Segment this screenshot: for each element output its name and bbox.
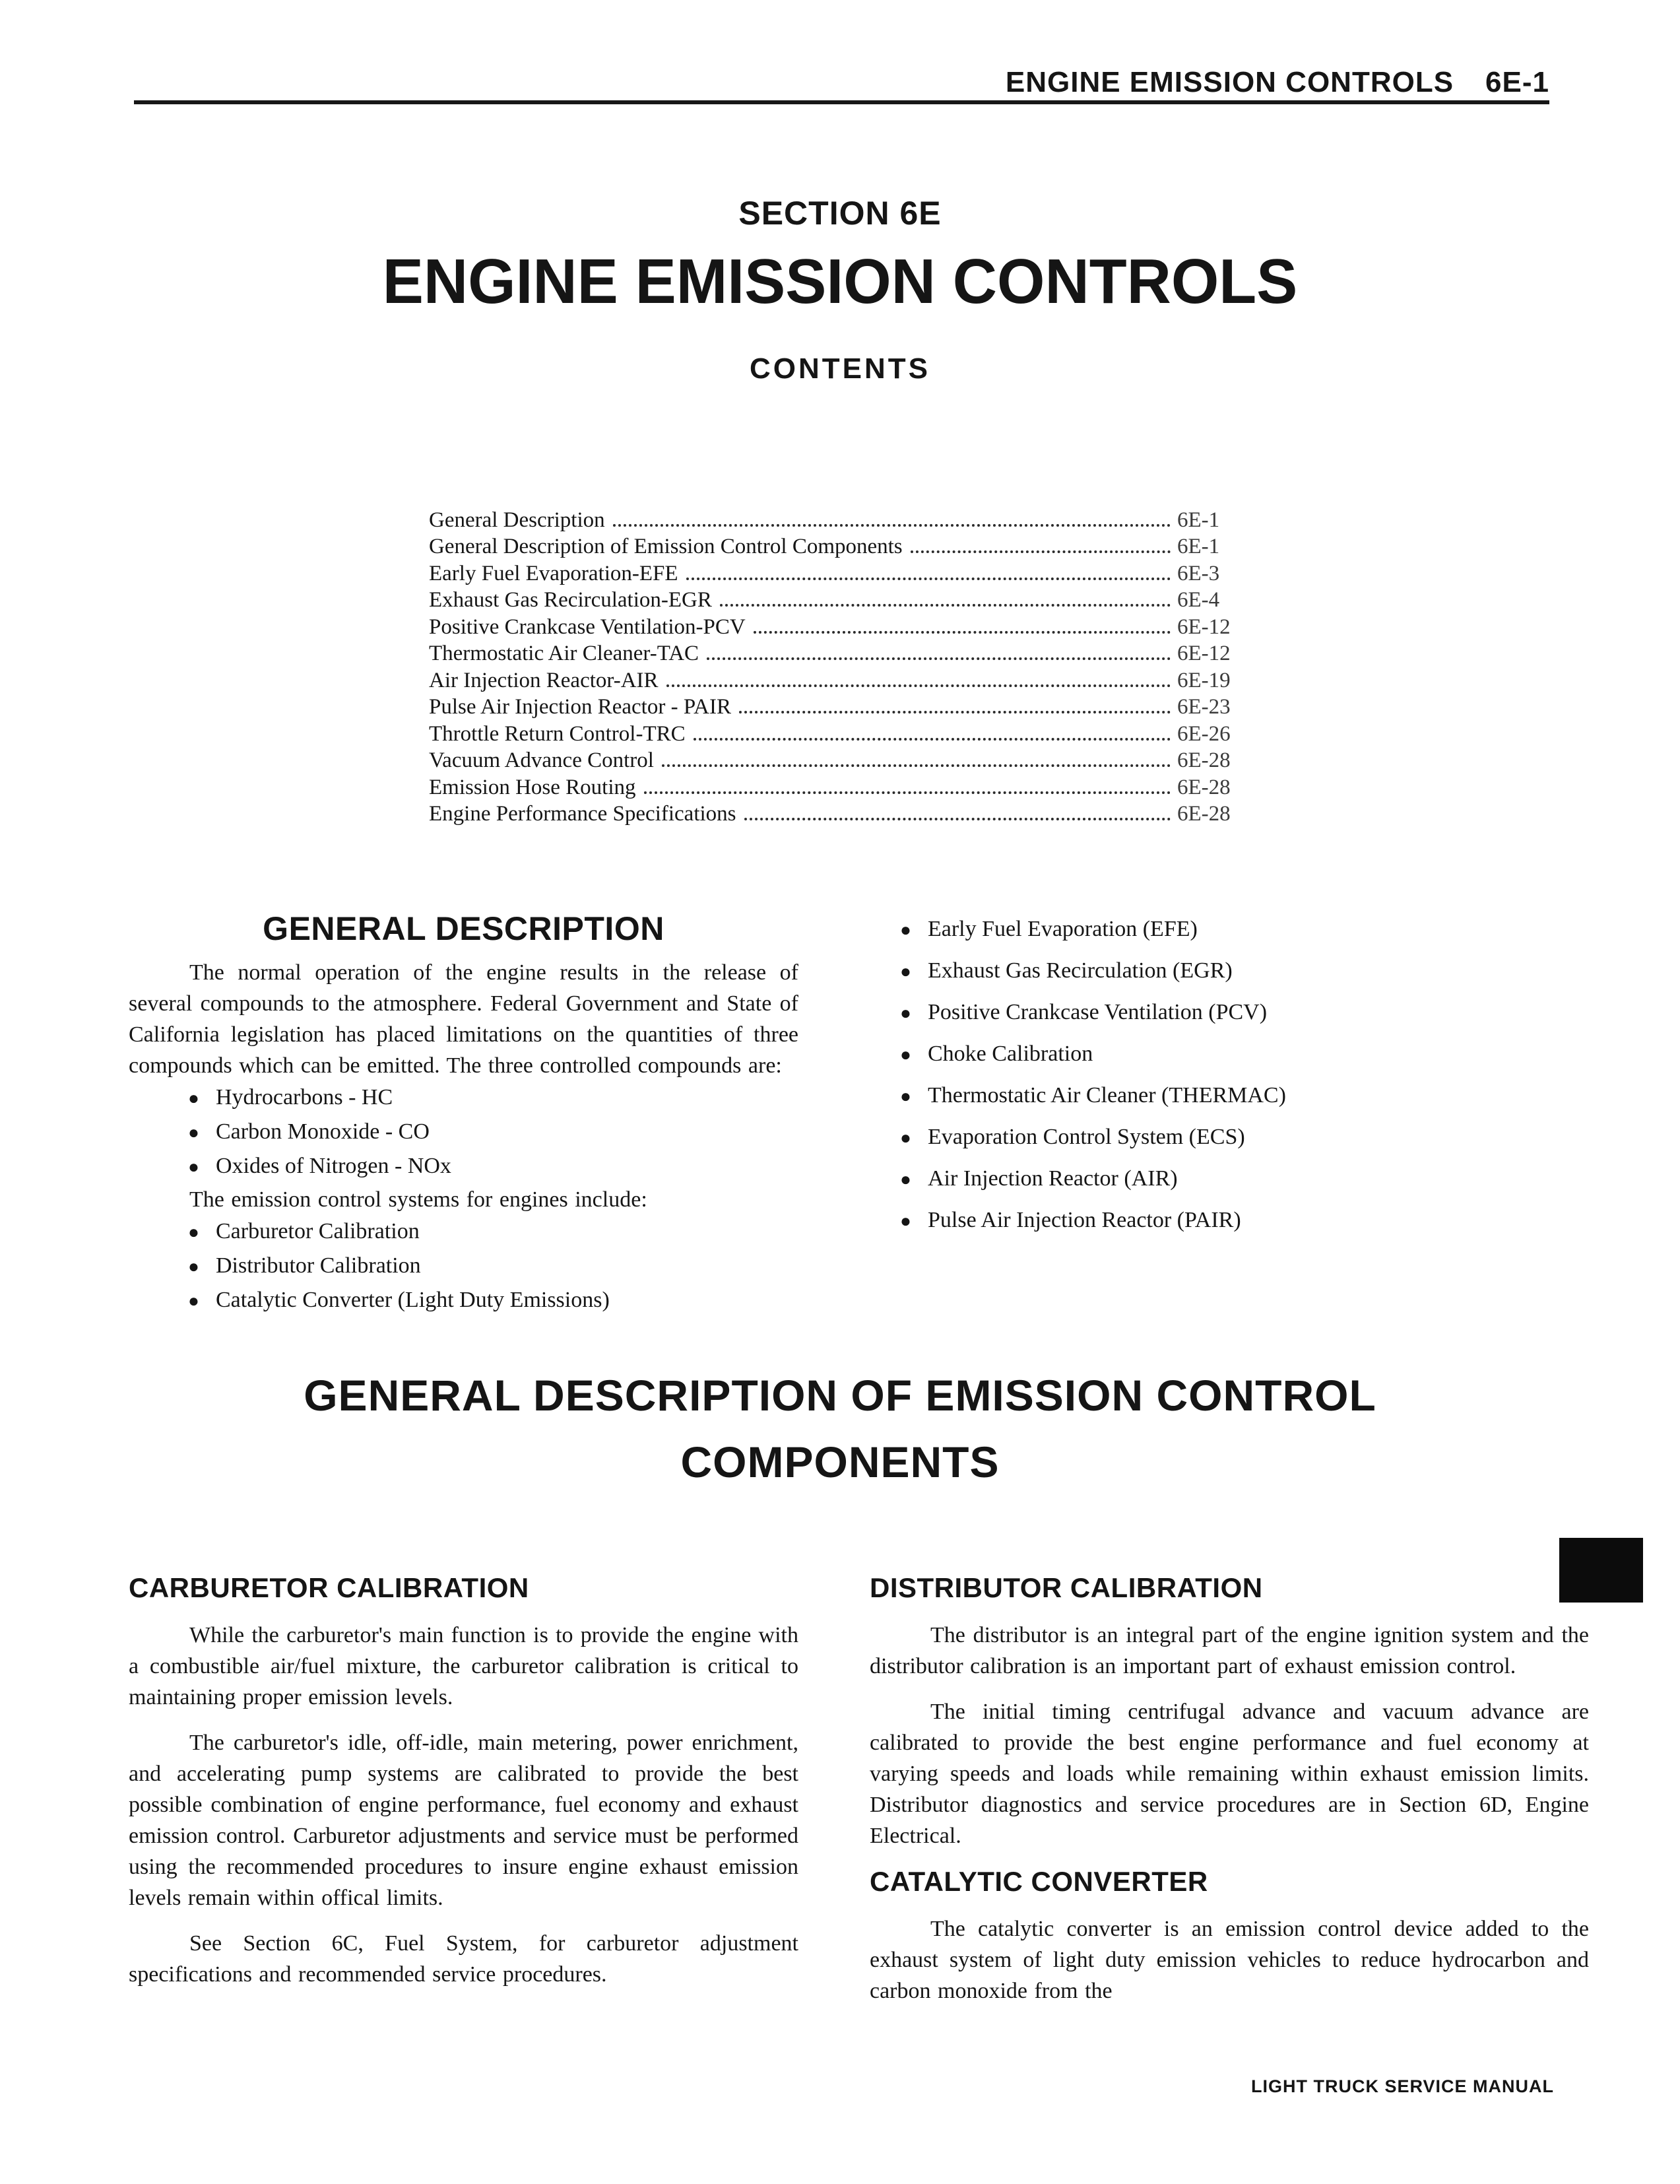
- running-header: [134, 66, 1549, 99]
- list-item: [870, 1166, 1592, 1193]
- toc-item-title: Pulse Air Injection Reactor - PAIR: [429, 695, 731, 719]
- bullet-icon: [188, 1082, 216, 1115]
- list-item-label: Pulse Air Injection Reactor (PAIR): [928, 1208, 1241, 1232]
- dot-leader: [613, 524, 1171, 527]
- list-item: [870, 1082, 1592, 1110]
- distributor-paragraph-2: The initial timing centrifugal advance and vacuum advance are calibrated to provide the best engine performance and fuel economy at varying speeds and loads while remaining within exhaust emission limits. Distributor diagnostics and service procedures are in Section 6D, Engine Electrical.: [870, 1700, 1589, 1848]
- distributor-calibration-section: [870, 1572, 1589, 2021]
- toc-row: [429, 693, 1248, 720]
- dot-leader: [720, 604, 1171, 607]
- bullet-icon: [900, 1001, 928, 1027]
- components-section-heading: [0, 1362, 1680, 1496]
- dot-leader: [644, 791, 1171, 794]
- toc-row: [429, 773, 1248, 800]
- dot-leader: [754, 631, 1171, 634]
- bullet-icon: [188, 1216, 216, 1249]
- table-of-contents: [429, 506, 1248, 826]
- list-item: [870, 958, 1592, 985]
- toc-item-title: Engine Performance Specifications: [429, 802, 736, 826]
- dot-leader: [666, 684, 1171, 687]
- toc-item-page: 6E-23: [1177, 695, 1231, 719]
- bullet-icon: [188, 1285, 216, 1318]
- list-item-label: Hydrocarbons - HC: [216, 1085, 393, 1109]
- page-title: ENGINE EMISSION CONTROLS: [382, 246, 1298, 317]
- list-item: [129, 1115, 798, 1150]
- carburetor-calibration-heading: CARBURETOR CALIBRATION: [129, 1572, 529, 1603]
- toc-row: [429, 800, 1248, 827]
- toc-item-title: Exhaust Gas Recirculation-EGR: [429, 588, 712, 612]
- distributor-calibration-heading: DISTRIBUTOR CALIBRATION: [870, 1572, 1263, 1603]
- toc-item-page: 6E-28: [1177, 802, 1231, 826]
- carburetor-calibration-section: [129, 1572, 798, 2004]
- components-heading-line1: GENERAL DESCRIPTION OF EMISSION CONTROL: [304, 1371, 1376, 1420]
- toc-item-title: Early Fuel Evaporation-EFE: [429, 561, 678, 585]
- list-item-label: Distributor Calibration: [216, 1253, 421, 1278]
- toc-item-page: 6E-1: [1177, 535, 1220, 558]
- list-item: [870, 916, 1592, 944]
- toc-row: [429, 666, 1248, 693]
- emission-systems-list-left: [129, 1215, 798, 1318]
- bullet-icon: [900, 1167, 928, 1193]
- section-label: SECTION 6E: [738, 195, 942, 232]
- list-item-label: Positive Crankcase Ventilation (PCV): [928, 1000, 1268, 1024]
- toc-row: [429, 533, 1248, 560]
- bullet-icon: [900, 1125, 928, 1152]
- list-item-label: Carburetor Calibration: [216, 1219, 420, 1243]
- toc-item-title: General Description of Emission Control Components: [429, 535, 903, 558]
- list-item-label: Carbon Monoxide - CO: [216, 1119, 430, 1144]
- toc-row: [429, 640, 1248, 667]
- list-item: [129, 1284, 798, 1318]
- catalytic-converter-heading: CATALYTIC CONVERTER: [870, 1866, 1208, 1897]
- page-number: 6E-1: [1485, 66, 1549, 98]
- list-item-label: Choke Calibration: [928, 1042, 1093, 1066]
- list-item: [129, 1249, 798, 1284]
- toc-row: [429, 612, 1248, 640]
- bullet-icon: [900, 1208, 928, 1235]
- toc-row: [429, 506, 1248, 533]
- toc-item-page: 6E-28: [1177, 775, 1231, 799]
- components-heading-line2: COMPONENTS: [680, 1438, 1000, 1486]
- dot-leader: [694, 738, 1171, 741]
- header-rule-divider: [134, 100, 1549, 104]
- list-item: [870, 1041, 1592, 1069]
- bullet-icon: [900, 917, 928, 944]
- emission-systems-list-right: [870, 916, 1592, 1235]
- dot-leader: [686, 578, 1171, 580]
- toc-row: [429, 719, 1248, 746]
- dot-leader: [707, 657, 1171, 660]
- toc-item-title: General Description: [429, 508, 605, 532]
- toc-item-page: 6E-12: [1177, 614, 1231, 639]
- toc-item-page: 6E-28: [1177, 748, 1231, 772]
- controlled-compounds-list: [129, 1081, 798, 1184]
- list-item: [129, 1081, 798, 1115]
- footer-text: LIGHT TRUCK SERVICE MANUAL: [1250, 2076, 1554, 2096]
- carburetor-paragraph-1: While the carburetor's main function is to provide the engine with a combustible air/fuel mixture, the carburetor calibration is critical to maintaining proper emission levels.: [129, 1623, 798, 1709]
- list-item: [129, 1215, 798, 1249]
- toc-row: [429, 746, 1248, 774]
- bullet-icon: [188, 1117, 216, 1150]
- carburetor-paragraph-3: See Section 6C, Fuel System, for carburetor adjustment specifications and recommended service procedures.: [129, 1931, 798, 1987]
- dot-leader: [911, 550, 1171, 553]
- bullet-icon: [900, 959, 928, 985]
- running-header-title: ENGINE EMISSION CONTROLS: [1005, 66, 1454, 98]
- list-item: [129, 1150, 798, 1184]
- dot-leader: [744, 818, 1171, 820]
- bullet-icon: [900, 1084, 928, 1110]
- toc-item-title: Vacuum Advance Control: [429, 748, 654, 772]
- contents-heading: CONTENTS: [750, 352, 930, 385]
- general-description-heading: GENERAL DESCRIPTION: [263, 910, 664, 947]
- toc-item-title: Emission Hose Routing: [429, 775, 636, 799]
- toc-item-page: 6E-1: [1177, 508, 1220, 532]
- emission-systems-column-right: [870, 916, 1592, 1249]
- list-item: [870, 1124, 1592, 1152]
- list-item-label: Air Injection Reactor (AIR): [928, 1166, 1178, 1191]
- toc-item-page: 6E-26: [1177, 721, 1231, 746]
- toc-item-page: 6E-3: [1177, 561, 1220, 585]
- distributor-paragraph-1: The distributor is an integral part of the engine ignition system and the distributor calibration is an important part of exhaust emission control.: [870, 1623, 1589, 1678]
- list-item-label: Evaporation Control System (ECS): [928, 1125, 1245, 1149]
- list-item-label: Catalytic Converter (Light Duty Emissions): [216, 1288, 610, 1312]
- list-item-label: Early Fuel Evaporation (EFE): [928, 917, 1198, 941]
- systems-intro-text: The emission control systems for engines include:: [189, 1187, 647, 1212]
- carburetor-paragraph-2: The carburetor's idle, off-idle, main metering, power enrichment, and accelerating pump systems are calibrated to provide the best possible combination of engine performance, fuel economy and exhaust emission control. Carburetor adjustments and service must be performed using the recommended procedures to insure engine exhaust emission levels remain within offical limits.: [129, 1731, 798, 1910]
- toc-item-title: Positive Crankcase Ventilation-PCV: [429, 614, 746, 639]
- dot-leader: [739, 711, 1171, 713]
- list-item-label: Thermostatic Air Cleaner (THERMAC): [928, 1083, 1286, 1108]
- toc-row: [429, 559, 1248, 586]
- list-item: [870, 999, 1592, 1027]
- toc-item-page: 6E-12: [1177, 642, 1231, 665]
- toc-item-title: Thermostatic Air Cleaner-TAC: [429, 642, 699, 665]
- general-description-paragraph: The normal operation of the engine results in the release of several compounds to the atmosphere. Federal Government and State of California legislation has placed limitations on the quantities of three compounds which can be emitted. The three controlled compounds are:: [129, 960, 798, 1078]
- toc-item-title: Air Injection Reactor-AIR: [429, 668, 659, 692]
- toc-row: [429, 586, 1248, 613]
- bullet-icon: [188, 1251, 216, 1284]
- list-item-label: Exhaust Gas Recirculation (EGR): [928, 958, 1233, 983]
- dot-leader: [662, 764, 1171, 767]
- toc-item-page: 6E-4: [1177, 588, 1220, 612]
- general-description-section: [129, 911, 798, 1318]
- bullet-icon: [900, 1042, 928, 1069]
- section-tab-marker: [1559, 1538, 1643, 1603]
- bullet-icon: [188, 1151, 216, 1184]
- list-item: [870, 1207, 1592, 1235]
- list-item-label: Oxides of Nitrogen - NOx: [216, 1154, 451, 1178]
- catalytic-paragraph-1: The catalytic converter is an emission control device added to the exhaust system of light duty emission vehicles to reduce hydrocarbon and carbon monoxide from the: [870, 1917, 1589, 2003]
- toc-item-page: 6E-19: [1177, 668, 1231, 692]
- toc-item-title: Throttle Return Control-TRC: [429, 721, 686, 746]
